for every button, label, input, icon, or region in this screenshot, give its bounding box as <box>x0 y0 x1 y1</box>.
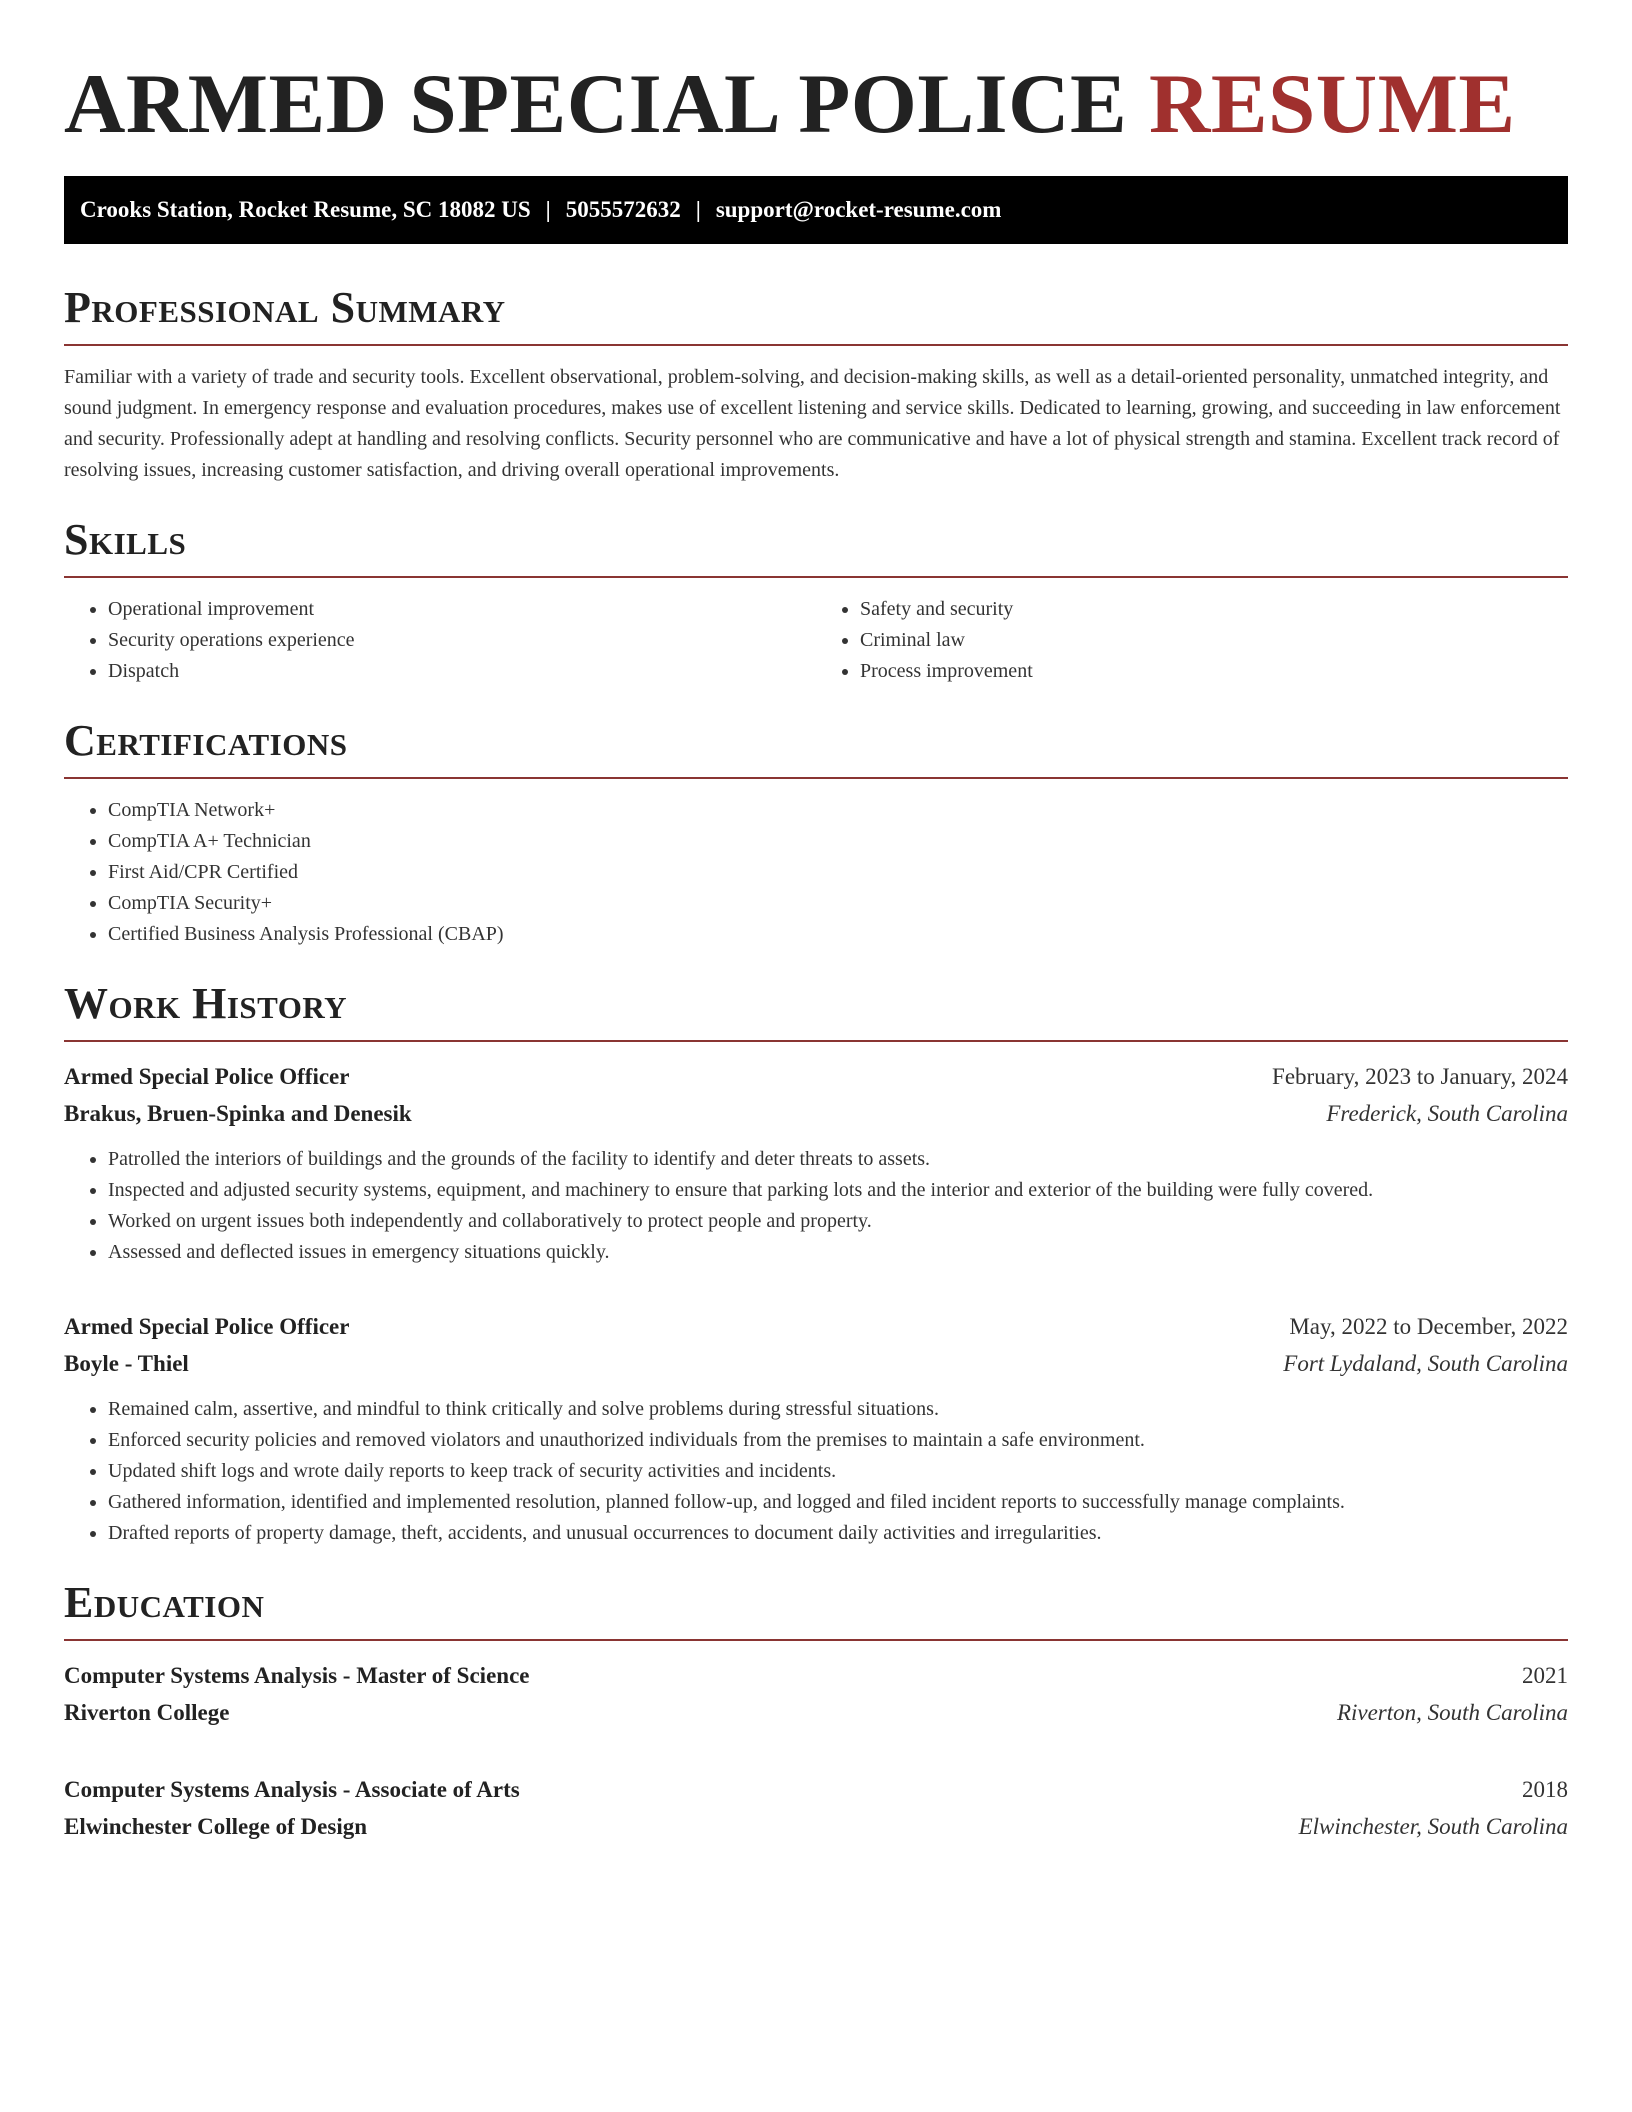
job-duty: • Remained calm, assertive, and mindful to think critically and solve problems during stressful situations. <box>108 1394 1568 1425</box>
job-duty: • Inspected and adjusted security systems, equipment, and machinery to ensure that parking lots and the interior and exterior of the building were fully covered. <box>108 1175 1568 1206</box>
summary-text: Familiar with a variety of trade and security tools. Excellent observational, problem-solving, and decision-making skills, as well as a detail-oriented personality, unmatched integrity, and sound judgment. In emergency response and evaluation procedures, makes use of excellent listening and service skills. Dedicated to learning, growing, and succeeding in law enforcement and security. Professionally adept at handling and resolving conflicts. Security personnel who are communicative and have a lot of physical strength and stamina. Excellent track record of resolving issues, increasing customer satisfaction, and driving overall operational improvements. <box>64 366 1561 481</box>
contact-separator: | <box>695 197 701 222</box>
summary-heading: Professional Summary <box>64 282 1568 346</box>
contact-phone: 5055572632 <box>565 197 681 222</box>
job-duties-list <box>64 1394 1568 1549</box>
resume-title <box>64 54 1568 154</box>
skills-grid <box>64 578 1568 687</box>
job-duties-list <box>64 1144 1568 1268</box>
job-dates: February, 2023 to January, 2024 <box>1272 1064 1568 1089</box>
work-history-heading: Work History <box>64 978 1568 1042</box>
certifications-list <box>64 795 1568 950</box>
job-duty: • Drafted reports of property damage, theft, accidents, and unusual occurrences to document daily activities and irregularities. <box>108 1518 1568 1549</box>
education-school-row <box>64 1694 1568 1731</box>
education-degree: Computer Systems Analysis - Master of Science <box>64 1663 530 1688</box>
certification-item: • CompTIA Security+ <box>108 888 1568 919</box>
education-school: Elwinchester College of Design <box>64 1814 368 1839</box>
education-degree: Computer Systems Analysis - Associate of Arts <box>64 1777 520 1802</box>
education-location: Riverton, South Carolina <box>1336 1700 1568 1725</box>
job-entry <box>64 1058 1568 1268</box>
skill-item: • Dispatch <box>108 656 816 687</box>
job-duty: • Enforced security policies and removed violators and unauthorized individuals from the premises to maintain a safe environment. <box>108 1425 1568 1456</box>
job-duty: • Gathered information, identified and implemented resolution, planned follow-up, and logged and filed incident reports to successfully manage complaints. <box>108 1487 1568 1518</box>
skill-item: • Operational improvement <box>108 594 816 625</box>
job-duty: • Worked on urgent issues both independently and collaboratively to protect people and property. <box>108 1206 1568 1237</box>
job-entry <box>64 1308 1568 1549</box>
education-entry <box>64 1771 1568 1845</box>
job-location: Fort Lydaland, South Carolina <box>1283 1351 1568 1376</box>
summary-section <box>64 282 1568 486</box>
certification-item: • First Aid/CPR Certified <box>108 857 1568 888</box>
education-degree-row <box>64 1657 1568 1694</box>
skill-item: • Security operations experience <box>108 625 816 656</box>
job-company: Boyle - Thiel <box>64 1351 189 1376</box>
job-company: Brakus, Bruen-Spinka and Denesik <box>64 1101 412 1126</box>
education-school: Riverton College <box>64 1700 230 1725</box>
job-title-row <box>64 1058 1568 1095</box>
job-duty: • Patrolled the interiors of buildings and the grounds of the facility to identify and deter threats to assets. <box>108 1144 1568 1175</box>
skill-item: • Safety and security <box>860 594 1568 625</box>
job-title: Armed Special Police Officer <box>64 1064 350 1089</box>
education-degree-row <box>64 1771 1568 1808</box>
job-duty: • Updated shift logs and wrote daily reports to keep track of security activities and incidents. <box>108 1456 1568 1487</box>
education-year: 2018 <box>1522 1777 1568 1802</box>
job-title: Armed Special Police Officer <box>64 1314 350 1339</box>
education-heading: Education <box>64 1577 1568 1641</box>
skills-list-left <box>64 594 816 687</box>
contact-email: support@rocket-resume.com <box>715 197 1002 222</box>
job-duty: • Assessed and deflected issues in emergency situations quickly. <box>108 1237 1568 1268</box>
job-location: Frederick, South Carolina <box>1326 1101 1568 1126</box>
title-accent: RESUME <box>1148 57 1516 151</box>
skill-item: • Criminal law <box>860 625 1568 656</box>
job-company-row <box>64 1345 1568 1382</box>
education-entry <box>64 1657 1568 1731</box>
skills-heading: Skills <box>64 514 1568 578</box>
certifications-section <box>64 715 1568 950</box>
education-section <box>64 1577 1568 1845</box>
job-title-row <box>64 1308 1568 1345</box>
job-company-row <box>64 1095 1568 1132</box>
education-location: Elwinchester, South Carolina <box>1298 1814 1568 1839</box>
skills-list-right <box>816 594 1568 687</box>
work-history-section <box>64 978 1568 1549</box>
certification-item: • CompTIA Network+ <box>108 795 1568 826</box>
certification-item: • CompTIA A+ Technician <box>108 826 1568 857</box>
contact-bar <box>64 176 1568 244</box>
education-school-row <box>64 1808 1568 1845</box>
certification-item: • Certified Business Analysis Professional (CBAP) <box>108 919 1568 950</box>
certifications-heading: Certifications <box>64 715 1568 779</box>
skills-section <box>64 514 1568 687</box>
contact-separator: | <box>545 197 551 222</box>
title-main: ARMED SPECIAL POLICE <box>64 57 1128 151</box>
contact-address: Crooks Station, Rocket Resume, SC 18082 US <box>80 197 531 222</box>
skill-item: • Process improvement <box>860 656 1568 687</box>
job-dates: May, 2022 to December, 2022 <box>1289 1314 1568 1339</box>
education-year: 2021 <box>1522 1663 1568 1688</box>
